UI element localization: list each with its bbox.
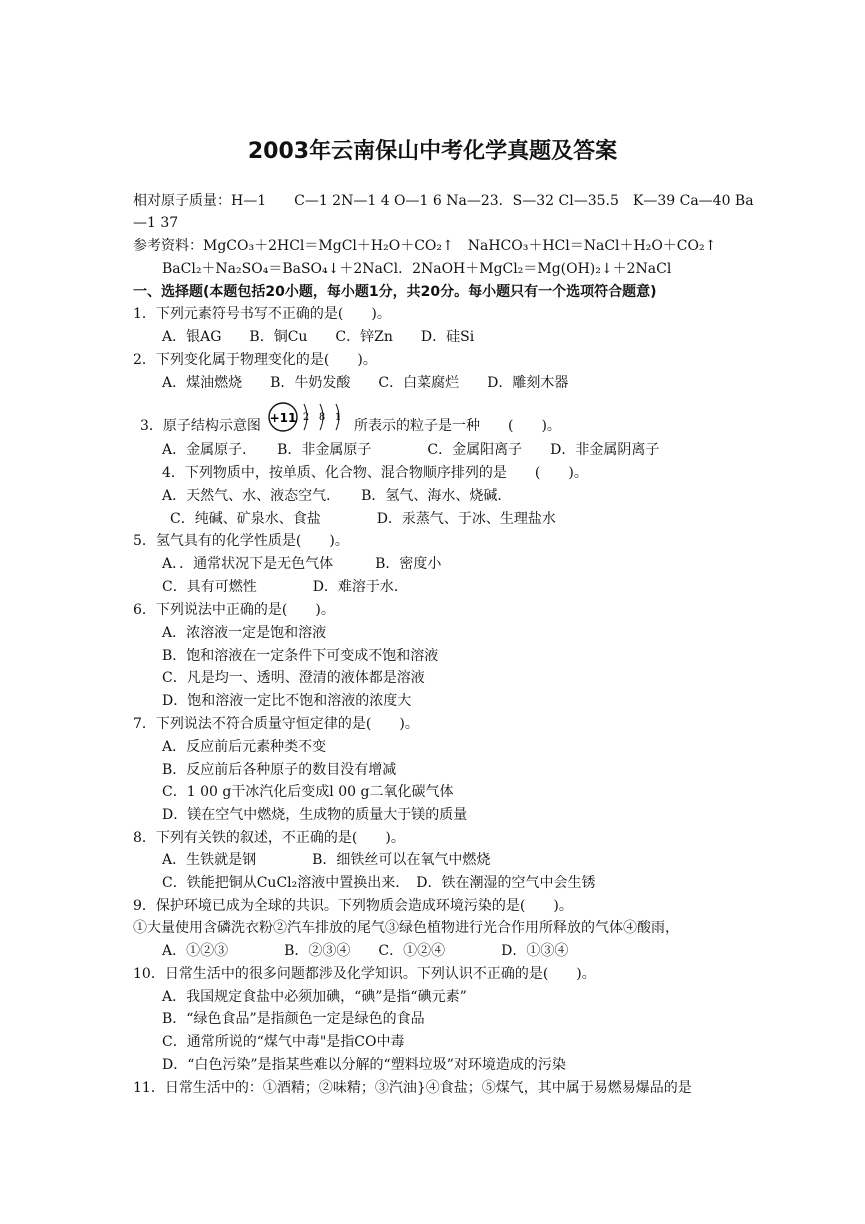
question-2-options: A．煤油燃烧 B．牛奶发酸 C．白菜腐烂 D．雕刻木器 bbox=[162, 375, 569, 391]
question-10-stem: 10．日常生活中的很多问题都涉及化学知识。下列认识不正确的是( )。 bbox=[133, 966, 596, 982]
atomic-mass-line-2: —1 37 bbox=[133, 215, 179, 231]
shell-electrons-1: 2 bbox=[302, 412, 310, 423]
question-1-stem: 1．下列元素符号书写不正确的是( )。 bbox=[133, 306, 391, 322]
question-7-option-c: C．1 00 g干冰汽化后变成l 00 g二氧化碳气体 bbox=[162, 784, 454, 800]
atomic-mass-line-1: 相对原子质量：H—1 C—1 2N—1 4 O—1 6 Na—23．S—32 Cl—35.5 K—39 Ca—40 Ba bbox=[133, 193, 754, 209]
question-10-option-c: C．通常所说的“煤气中毒"是指CO中毒 bbox=[162, 1034, 405, 1050]
reference-line-1: 参考资料：MgCO₃＋2HCl＝MgCl＋H₂O＋CO₂↑ NaHCO₃＋HCl＝NaCl＋H₂O＋CO₂↑ bbox=[133, 238, 717, 254]
question-9-stem: 9．保护环境已成为全球的共识。下列物质会造成环境污染的是( )。 bbox=[133, 898, 573, 914]
question-7-option-b: B．反应前后各种原子的数目没有增减 bbox=[162, 762, 397, 778]
question-9-list: ①大量使用含磷洗衣粉②汽车排放的尾气③绿色植物进行光合作用所释放的气体④酸雨， bbox=[133, 920, 679, 936]
nucleus-charge: +11 bbox=[269, 411, 297, 425]
question-11-stem: 11．日常生活中的：①酒精；②味精；③汽油}④食盐；⑤煤气，其中属于易燃易爆品的是 bbox=[133, 1080, 692, 1096]
page-title: 2003年云南保山中考化学真题及答案 bbox=[247, 139, 618, 164]
question-6-option-a: A．浓溶液一定是饱和溶液 bbox=[162, 625, 327, 641]
question-6-option-b: B．饱和溶液在一定条件下可变成不饱和溶液 bbox=[162, 648, 439, 664]
question-1-options: A．银AG B．铜Cu C．锌Zn D．硅Si bbox=[162, 329, 475, 345]
question-7-stem: 7．下列说法不符合质量守恒定律的是( )。 bbox=[133, 716, 419, 732]
question-2-stem: 2．下列变化属于物理变化的是( )。 bbox=[133, 352, 377, 368]
question-5-options-1: A．．通常状况下是无色气体 B．密度小 bbox=[162, 556, 442, 572]
question-4-stem: 4．下列物质中，按单质、化合物、混合物顺序排列的是 ( )。 bbox=[162, 465, 588, 481]
question-8-stem: 8．下列有关铁的叙述，不正确的是( )。 bbox=[133, 830, 405, 846]
question-6-option-d: D．饱和溶液一定比不饱和溶液的浓度大 bbox=[162, 693, 412, 709]
shell-electrons-2: 8 bbox=[318, 412, 326, 423]
atom-structure-diagram bbox=[268, 400, 348, 434]
question-4-options-1: A．天然气、水、液态空气． B．氢气、海水、烧碱． bbox=[162, 488, 512, 504]
question-3-stem-a: 3．原子结构示意图 bbox=[140, 418, 261, 434]
question-10-option-d: D．“白色污染”是指某些难以分解的“塑料垃圾”对环境造成的污染 bbox=[162, 1057, 566, 1073]
question-7-option-d: D．镁在空气中燃烧，生成物的质量大于镁的质量 bbox=[162, 807, 468, 823]
reference-line-2: BaCl₂＋Na₂SO₄＝BaSO₄↓＋2NaCl．2NaOH＋MgCl₂＝Mg(OH)₂↓＋2NaCl bbox=[162, 261, 672, 277]
shell-electrons-3: 1 bbox=[334, 412, 342, 423]
question-4-options-2: C．纯碱、矿泉水、食盐 D．汞蒸气、于冰、生理盐水 bbox=[170, 511, 556, 527]
question-10-option-b: B．“绿色食品”是指颜色一定是绿色的食品 bbox=[162, 1011, 425, 1027]
question-6-option-c: C．凡是均一、透明、澄清的液体都是溶液 bbox=[162, 670, 425, 686]
question-3-options: A．金属原子． B．非金属原子 C．金属阳离子 D．非金属阴离子 bbox=[162, 442, 660, 458]
question-6-stem: 6．下列说法中正确的是( )。 bbox=[133, 602, 335, 618]
question-8-options-1: A．生铁就是钢 B．细铁丝可以在氧气中燃烧 bbox=[162, 852, 491, 868]
question-3-stem-b: 所表示的粒子是一种 ( )。 bbox=[354, 418, 561, 434]
question-7-option-a: A．反应前后元素种类不变 bbox=[162, 739, 327, 755]
section-heading: 一、选择题(本题包括20小题，每小题1分，共20分。每小题只有一个选项符合题意) bbox=[133, 284, 657, 300]
question-8-options-2: C．铁能把铜从CuCl₂溶液中置换出来． D．铁在潮湿的空气中会生锈 bbox=[162, 875, 596, 891]
question-5-stem: 5．氢气具有的化学性质是( )。 bbox=[133, 533, 349, 549]
question-10-option-a: A．我国规定食盐中必须加碘，“碘”是指“碘元素” bbox=[162, 989, 467, 1005]
question-5-options-2: C．具有可燃性 D．难溶于水． bbox=[162, 579, 408, 595]
question-9-options: A．①②③ B．②③④ C．①②④ D．①③④ bbox=[162, 943, 569, 959]
